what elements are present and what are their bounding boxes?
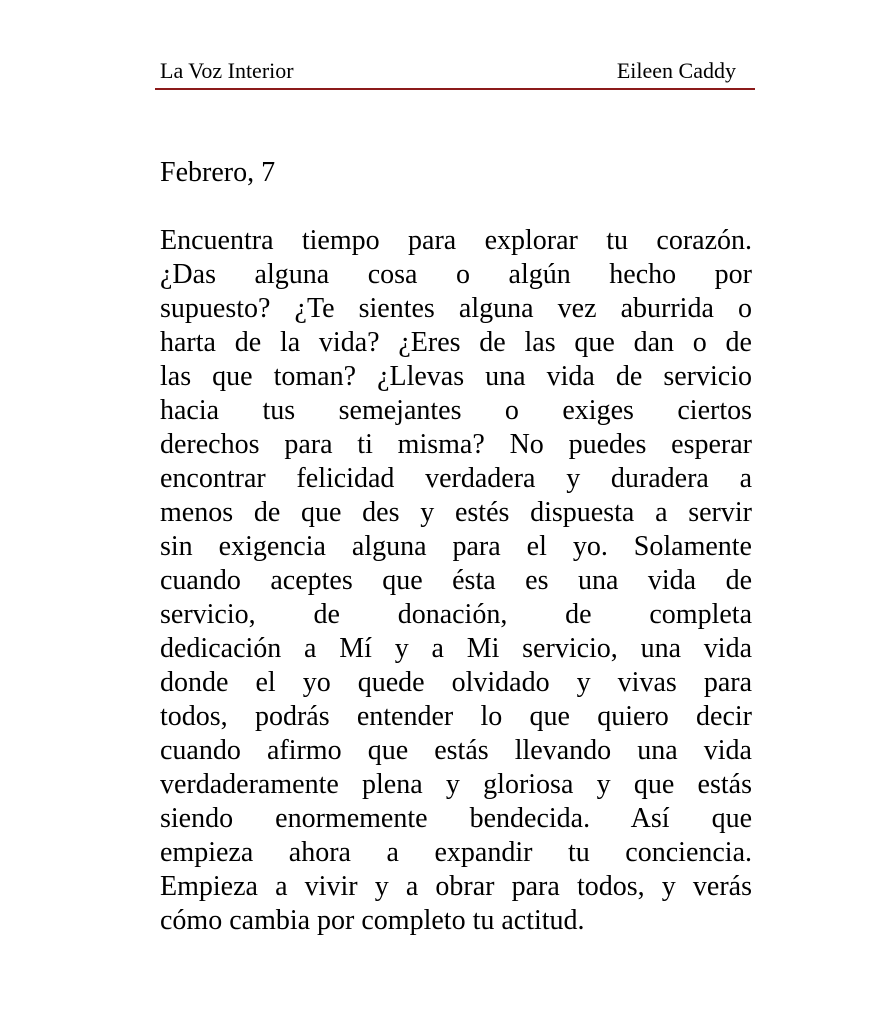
book-title: La Voz Interior xyxy=(160,58,294,83)
body-line: cuando afirmo que estás llevando una vida xyxy=(160,735,752,766)
body-line: Encuentra tiempo para explorar tu corazón. xyxy=(160,225,752,256)
body-line: ¿Das alguna cosa o algún hecho por xyxy=(160,259,752,290)
body-line: derechos para ti misma? No puedes esperar xyxy=(160,429,752,460)
body-line: hacia tus semejantes o exiges ciertos xyxy=(160,395,752,426)
body-line: verdaderamente plena y gloriosa y que estás xyxy=(160,769,752,800)
body-line: empieza ahora a expandir tu conciencia. xyxy=(160,837,752,868)
body-line: cuando aceptes que ésta es una vida de xyxy=(160,565,752,596)
entry-body xyxy=(160,224,752,938)
body-line: Empieza a vivir y a obrar para todos, y verás xyxy=(160,871,752,902)
header-rule xyxy=(155,88,755,90)
body-line: harta de la vida? ¿Eres de las que dan o de xyxy=(160,327,752,358)
body-line: siendo enormemente bendecida. Así que xyxy=(160,803,752,834)
entry-date: Febrero, 7 xyxy=(160,157,276,188)
running-header xyxy=(160,58,736,84)
body-line: sin exigencia alguna para el yo. Solamente xyxy=(160,531,752,562)
body-line: todos, podrás entender lo que quiero decir xyxy=(160,701,752,732)
body-line: supuesto? ¿Te sientes alguna vez aburrida o xyxy=(160,293,752,324)
body-line: dedicación a Mí y a Mi servicio, una vida xyxy=(160,633,752,664)
author-name: Eileen Caddy xyxy=(616,58,736,83)
body-line: donde el yo quede olvidado y vivas para xyxy=(160,667,752,698)
body-line: cómo cambia por completo tu actitud. xyxy=(160,905,585,936)
body-line: servicio, de donación, de completa xyxy=(160,599,752,630)
body-line: menos de que des y estés dispuesta a servir xyxy=(160,497,752,528)
body-line: encontrar felicidad verdadera y duradera a xyxy=(160,463,752,494)
body-line: las que toman? ¿Llevas una vida de servicio xyxy=(160,361,752,392)
